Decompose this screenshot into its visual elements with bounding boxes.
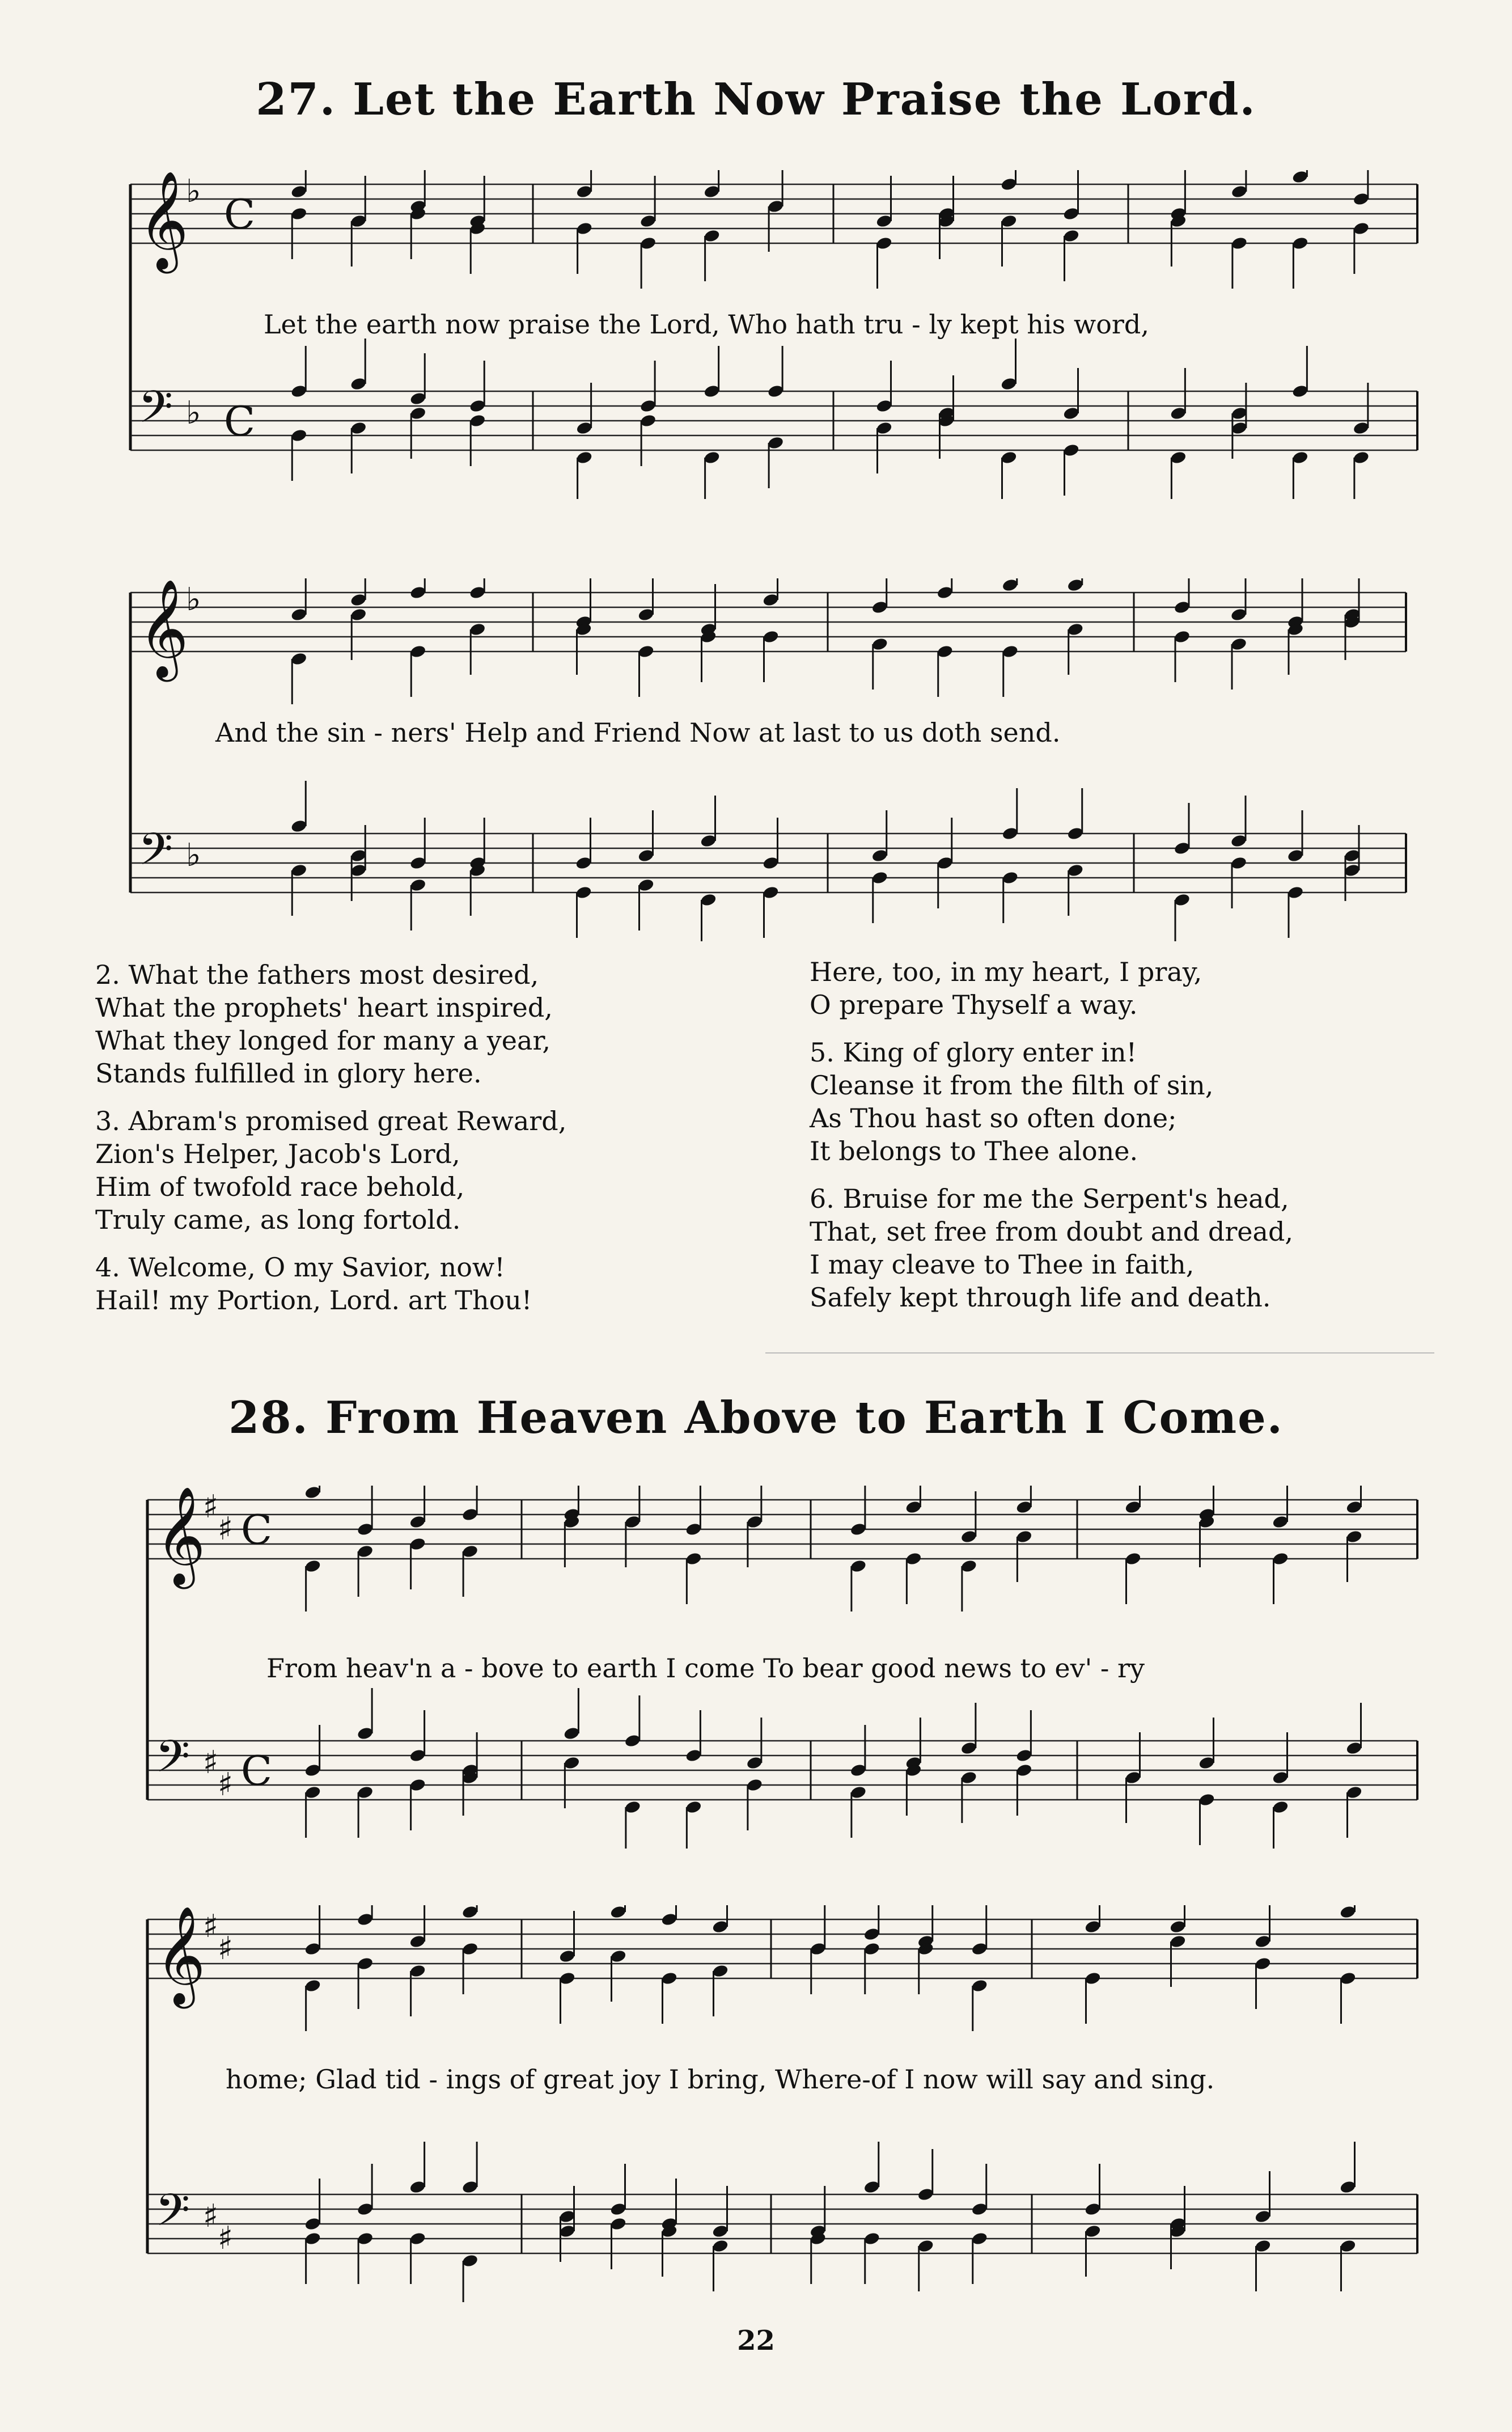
common-time-icon: C [241, 1747, 273, 1795]
hymn-27-system-2 [0, 578, 1512, 941]
hymn-28-system-2 [0, 1905, 1512, 2302]
sharp-icon: ♯ [218, 1511, 234, 1548]
sharp-icon: ♯ [203, 1744, 219, 1782]
common-time-icon: C [224, 397, 256, 445]
hymn-28-lyrics-line-1: From heav'n a - bove to earth I come To bear good news to ev' - ry [266, 1653, 1145, 1684]
stanza-4-part-2: Here, too, in my heart, I pray, O prepare Thyself a way. [810, 957, 1202, 1020]
stanza-6: 6. Bruise for me the Serpent's head, That, set free from doubt and dread, I may cleave to Thee in faith, Safely kept through life and death. [810, 1183, 1294, 1313]
hymn-27-lyrics-line-1: Let the earth now praise the Lord, Who hath tru - ly kept his word, [264, 309, 1149, 340]
stanza-4-part-1: 4. Welcome, O my Savior, now! Hail! my Portion, Lord. art Thou! [95, 1252, 532, 1316]
sharp-icon: ♯ [218, 2220, 234, 2257]
treble-clef-icon: 𝄞 [138, 579, 189, 678]
sharp-icon: ♯ [218, 1766, 234, 1804]
music-staves [0, 578, 1512, 941]
bass-clef-icon: 𝄢 [155, 2185, 190, 2247]
flat-icon: ♭ [186, 837, 201, 874]
stanzas-right-column [810, 955, 1293, 1329]
flat-icon: ♭ [186, 173, 201, 210]
sharp-icon: ♯ [203, 1488, 219, 1526]
stanzas-left-column [95, 958, 566, 1331]
bass-clef-icon: 𝄢 [138, 824, 173, 886]
stanza-2: 2. What the fathers most desired, What the prophets' heart inspired, What they longed for many a year, Stands fulfilled in glory here. [95, 959, 553, 1089]
sharp-icon: ♯ [203, 1908, 219, 1945]
music-staves [0, 1905, 1512, 2302]
treble-clef-icon: 𝄞 [138, 171, 189, 269]
stanza-3: 3. Abram's promised great Reward, Zion's Helper, Jacob's Lord, Him of twofold race behold, Truly came, as long fortold. [95, 1106, 567, 1235]
hymn-28-title: 28. From Heaven Above to Earth I Come. [228, 1392, 1284, 1444]
bass-clef-icon: 𝄢 [138, 382, 173, 444]
common-time-icon: C [241, 1506, 273, 1554]
common-time-icon: C [224, 191, 256, 238]
section-divider [765, 1352, 1434, 1354]
sharp-icon: ♯ [203, 2198, 219, 2235]
sharp-icon: ♯ [218, 1930, 234, 1968]
treble-clef-icon: 𝄞 [155, 1486, 206, 1585]
stanza-5: 5. King of glory enter in! Cleanse it from the filth of sin, As Thou hast so often done; It belongs to Thee alone. [810, 1037, 1214, 1166]
flat-icon: ♭ [186, 395, 201, 432]
hymn-27-lyrics-line-2: And the sin - ners' Help and Friend Now at last to us doth send. [215, 717, 1061, 748]
bass-clef-icon: 𝄢 [155, 1731, 190, 1794]
flat-icon: ♭ [186, 581, 201, 619]
treble-clef-icon: 𝄞 [155, 1906, 206, 2004]
hymn-27-title: 27. Let the Earth Now Praise the Lord. [256, 74, 1256, 125]
page-number: 22 [737, 2325, 775, 2357]
hymn-28-lyrics-line-2: home; Glad tid - ings of great joy I bring, Where-of I now will say and sing. [226, 2064, 1215, 2095]
